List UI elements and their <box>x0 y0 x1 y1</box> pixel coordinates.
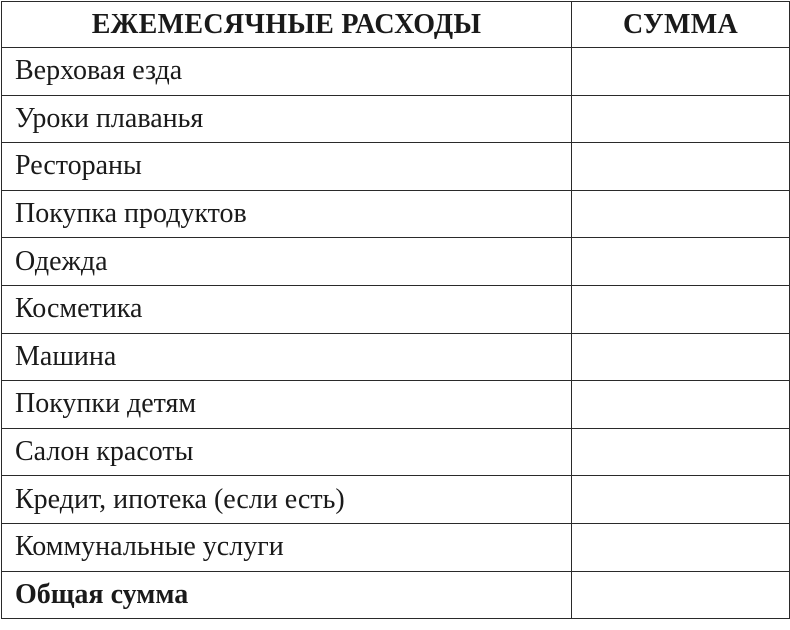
expense-label: Косметика <box>2 285 572 333</box>
table-row <box>2 333 790 381</box>
amount-cell[interactable] <box>572 523 790 571</box>
amount-cell[interactable] <box>572 95 790 143</box>
table-row <box>2 95 790 143</box>
table-row <box>2 476 790 524</box>
header-amount: СУММА <box>572 2 790 48</box>
expense-label: Рестораны <box>2 143 572 191</box>
amount-cell[interactable] <box>572 238 790 286</box>
table-row <box>2 143 790 191</box>
total-row <box>2 571 790 619</box>
expense-label: Одежда <box>2 238 572 286</box>
table-row <box>2 381 790 429</box>
expense-label: Верховая езда <box>2 48 572 96</box>
table-row <box>2 285 790 333</box>
amount-cell[interactable] <box>572 381 790 429</box>
expense-label: Уроки плаванья <box>2 95 572 143</box>
expense-label: Покупки детям <box>2 381 572 429</box>
amount-cell[interactable] <box>572 285 790 333</box>
expense-label: Покупка продуктов <box>2 190 572 238</box>
amount-cell[interactable] <box>572 476 790 524</box>
amount-cell[interactable] <box>572 333 790 381</box>
amount-cell[interactable] <box>572 143 790 191</box>
header-category: ЕЖЕМЕСЯЧНЫЕ РАСХОДЫ <box>2 2 572 48</box>
expense-label: Машина <box>2 333 572 381</box>
table-row <box>2 190 790 238</box>
expense-label: Коммунальные услуги <box>2 523 572 571</box>
table-row <box>2 523 790 571</box>
monthly-expenses-table <box>1 1 790 619</box>
expense-label: Кредит, ипотека (если есть) <box>2 476 572 524</box>
amount-cell[interactable] <box>572 190 790 238</box>
table-row <box>2 238 790 286</box>
total-label: Общая сумма <box>2 571 572 619</box>
total-amount-cell[interactable] <box>572 571 790 619</box>
expense-label: Салон красоты <box>2 428 572 476</box>
amount-cell[interactable] <box>572 48 790 96</box>
header-row <box>2 2 790 48</box>
amount-cell[interactable] <box>572 428 790 476</box>
table-header <box>2 2 790 48</box>
table-row <box>2 428 790 476</box>
table-row <box>2 48 790 96</box>
table-body <box>2 48 790 619</box>
